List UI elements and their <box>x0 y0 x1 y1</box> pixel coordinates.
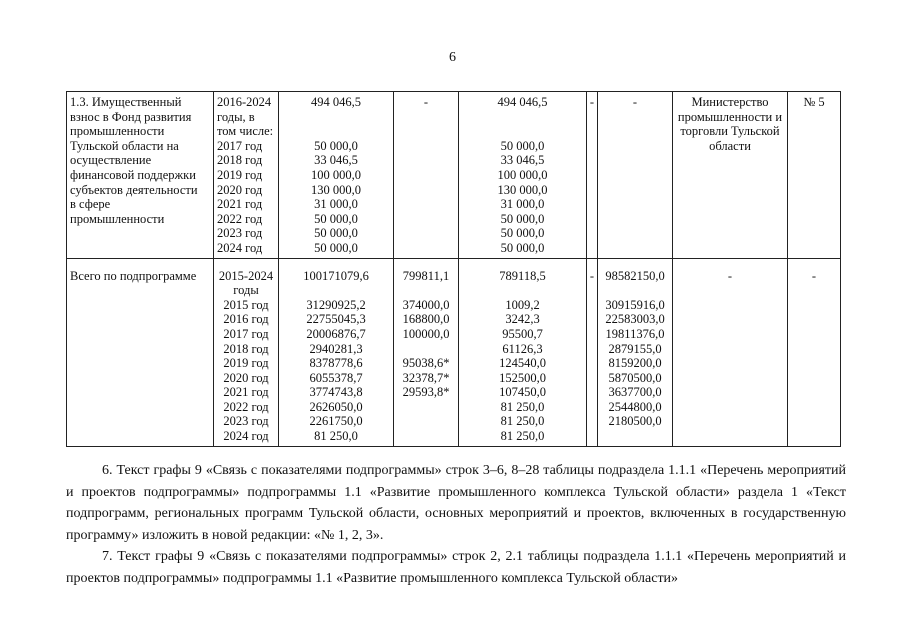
year-label: 2017 год <box>217 138 263 153</box>
federal-amount: 799811,1 <box>402 268 450 283</box>
year-label: 2020 год <box>223 370 269 385</box>
year-label: 2024 год <box>217 240 263 255</box>
year-amount: 33 046,5 <box>500 153 545 168</box>
year-amount: 100 000,0 <box>311 167 361 182</box>
year-amount: 95500,7 <box>502 326 543 341</box>
year-amount: 168800,0 <box>402 312 450 327</box>
year-amount: 31 000,0 <box>500 197 545 212</box>
year-label: 2018 год <box>217 153 263 168</box>
indicator-link-cell <box>788 258 841 446</box>
year-amount: 1009,2 <box>505 297 540 312</box>
total-funding-cell <box>279 92 394 259</box>
year-amount: 81 250,0 <box>314 429 358 444</box>
year-amount: 152500,0 <box>499 370 546 385</box>
year-amount: 29593,8* <box>402 385 450 400</box>
year-amount: 8378778,6 <box>309 356 363 371</box>
year-amount <box>397 342 455 357</box>
federal-funding-cell <box>394 92 459 259</box>
measure-name-line: в сфере <box>70 197 111 212</box>
year-label: 2022 год <box>223 399 269 414</box>
year-amount: 2261750,0 <box>309 414 363 429</box>
year-amount: 81 250,0 <box>500 429 545 444</box>
paragraph-6: 6. Текст графы 9 «Связь с показателями подпрограммы» строк 3–6, 8–28 таблицы подраздела 1.1.1 «Перечень мероприятий и проектов подпрограммы» подпрограммы 1.1 «Развитие промышленного комплекса Тульской области» раздела 1 «Текст подпрограмм, региональных программ Тульской области, основных мероприятий и проектов, включенных в государственную программу» изложить в новой редакции: «№ 1, 2, 3». <box>66 463 846 543</box>
local-amount: - <box>589 95 595 109</box>
year-label: 2019 год <box>217 167 263 182</box>
year-amount <box>397 429 455 444</box>
year-amount: 2879155,0 <box>608 341 662 356</box>
year-amount: 8159200,0 <box>608 356 662 371</box>
regional-funding-cell <box>459 92 587 259</box>
year-amount: 22755045,3 <box>306 312 366 327</box>
year-label: 2023 год <box>223 414 269 429</box>
year-amount: 124540,0 <box>499 356 546 371</box>
year-label: 2019 год <box>223 356 269 371</box>
measure-name-line: взнос в Фонд развития <box>70 109 192 124</box>
year-amount: 3242,3 <box>505 312 540 327</box>
year-amount: 32378,7* <box>402 370 450 385</box>
executor-name: - <box>727 268 733 283</box>
period-header: 2015-2024 годы <box>218 268 274 298</box>
paragraph-7: 7. Текст графы 9 «Связь с показателями подпрограммы» строк 2, 2.1 таблицы подраздела 1.1.1 «Перечень мероприятий и проектов подпрограммы» подпрограммы 1.1 «Развитие промышленного комплекса Тульской области» <box>66 549 846 586</box>
year-amount: 6055378,7 <box>309 370 363 385</box>
measure-name-line: промышленности <box>70 211 165 226</box>
year-amount: 50 000,0 <box>314 240 358 255</box>
executor-cell <box>673 92 788 259</box>
year-label: 2020 год <box>217 182 263 197</box>
year-amount: 50 000,0 <box>500 226 545 241</box>
extra-funding-cell <box>598 258 673 446</box>
indicator-link: № 5 <box>803 95 825 109</box>
year-amount: 31 000,0 <box>314 197 358 212</box>
year-label: 2021 год <box>223 385 269 400</box>
year-amount: 100 000,0 <box>497 167 548 182</box>
year-amount: 33 046,5 <box>314 153 358 168</box>
year-amount: 130 000,0 <box>497 182 548 197</box>
executor-cell <box>673 258 788 446</box>
year-amount: 130 000,0 <box>311 182 361 197</box>
table-row <box>67 92 841 259</box>
year-amount <box>397 400 455 415</box>
year-amount: 20006876,7 <box>306 326 366 341</box>
year-amount: 31290925,2 <box>306 297 366 312</box>
body-text <box>66 460 846 589</box>
year-amount: 2544800,0 <box>608 399 662 414</box>
measure-name-cell <box>67 92 214 259</box>
year-amount: 2940281,3 <box>309 341 363 356</box>
year-amount <box>601 429 669 444</box>
year-amount <box>397 414 455 429</box>
extra-funding-cell <box>598 92 673 259</box>
year-amount: 81 250,0 <box>500 399 545 414</box>
regional-funding-cell <box>459 258 587 446</box>
year-amount: 107450,0 <box>499 385 546 400</box>
extra-amount: - <box>632 95 638 109</box>
year-amount: 50 000,0 <box>500 138 545 153</box>
year-amount: 3774743,8 <box>309 385 363 400</box>
total-funding-cell <box>279 258 394 446</box>
measure-name-cell <box>67 258 214 446</box>
year-label: 2023 год <box>217 226 263 241</box>
measure-name-line: Всего по подпрограмме <box>70 268 197 283</box>
year-amount: 50 000,0 <box>500 211 545 226</box>
regional-amount: 494 046,5 <box>497 95 548 109</box>
year-label: 2024 год <box>223 429 269 444</box>
page-number: 6 <box>449 50 456 65</box>
year-amount: 374000,0 <box>402 297 450 312</box>
period-cell <box>214 258 279 446</box>
total-amount: 100171079,6 <box>303 268 369 283</box>
year-amount: 3637700,0 <box>608 385 662 400</box>
measure-name-line: осуществление <box>70 153 152 168</box>
indicator-link-cell <box>788 92 841 259</box>
measure-name-line: промышленности <box>70 124 165 139</box>
measure-name-line: финансовой поддержки <box>70 167 196 182</box>
total-amount: 494 046,5 <box>311 95 361 109</box>
period-header: 2016-2024 годы, в том числе: <box>217 95 274 139</box>
executor-name: Министерство промышленности и торговли Тульской области <box>677 95 783 153</box>
year-amount: 50 000,0 <box>314 138 358 153</box>
measure-name-line: субъектов деятельности <box>70 182 198 197</box>
local-funding-cell <box>587 92 598 259</box>
regional-amount: 789118,5 <box>499 268 546 283</box>
year-amount: 50 000,0 <box>500 240 545 255</box>
year-label: 2016 год <box>223 312 269 327</box>
year-label: 2018 год <box>223 341 269 356</box>
table-row <box>67 258 841 446</box>
year-amount: 50 000,0 <box>314 211 358 226</box>
year-amount: 50 000,0 <box>314 226 358 241</box>
federal-funding-cell <box>394 258 459 446</box>
year-amount: 19811376,0 <box>605 326 665 341</box>
year-amount: 100000,0 <box>402 326 450 341</box>
measures-table <box>66 91 841 447</box>
federal-amount: - <box>423 95 429 109</box>
year-amount: 81 250,0 <box>500 414 545 429</box>
period-cell <box>214 92 279 259</box>
year-amount: 5870500,0 <box>608 370 662 385</box>
year-amount: 2180500,0 <box>608 414 662 429</box>
year-amount: 2626050,0 <box>309 399 363 414</box>
measure-name-line: Тульской области на <box>70 138 179 153</box>
extra-amount: 98582150,0 <box>605 268 665 283</box>
year-amount: 22583003,0 <box>605 312 665 327</box>
year-amount: 95038,6* <box>402 356 450 371</box>
local-funding-cell <box>587 258 598 446</box>
local-amount: - <box>589 268 595 283</box>
year-amount: 61126,3 <box>502 341 543 356</box>
year-label: 2015 год <box>223 297 269 312</box>
year-label: 2021 год <box>217 197 263 212</box>
measure-name-line: 1.3. Имущественный <box>70 95 182 109</box>
year-amount: 30915916,0 <box>605 297 665 312</box>
year-label: 2022 год <box>217 211 263 226</box>
indicator-link: - <box>811 268 817 283</box>
year-label: 2017 год <box>223 326 269 341</box>
